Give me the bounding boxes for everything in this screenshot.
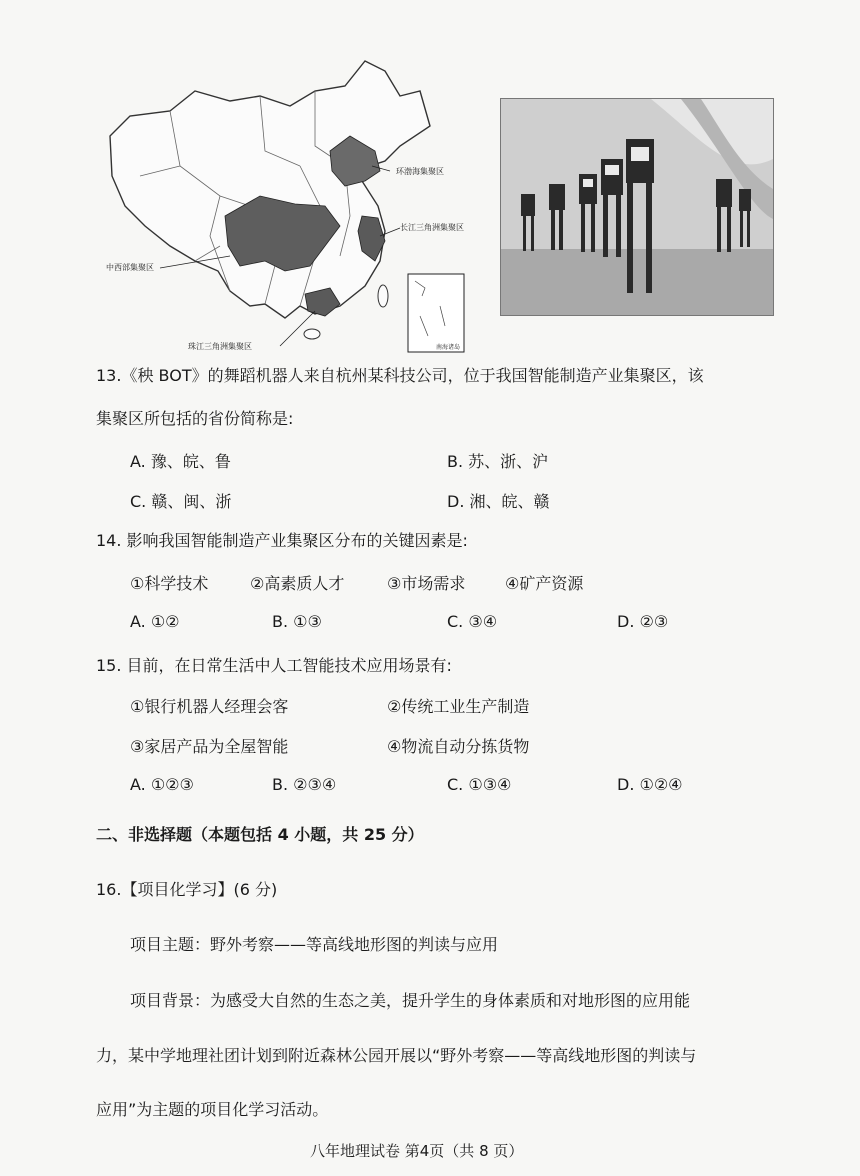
question-14-item-4: ④矿产资源	[505, 574, 584, 593]
question-14-stem: 14. 影响我国智能制造产业集聚区分布的关键因素是:	[96, 531, 468, 550]
question-13-option-b: B. 苏、浙、沪	[447, 452, 549, 471]
question-13-stem-line2: 集聚区所包括的省份简称是:	[96, 409, 294, 428]
question-14-item-1: ①科学技术	[130, 574, 209, 593]
project-background-line3: 应用”为主题的项目化学习活动。	[96, 1100, 329, 1119]
bohai-cluster-label: 环渤海集聚区	[396, 167, 444, 176]
question-14-item-3: ③市场需求	[387, 574, 466, 593]
question-13-option-d: D. 湘、皖、赣	[447, 492, 550, 511]
dancing-robots-illustration	[501, 99, 773, 315]
question-14-option-d: D. ②③	[617, 612, 669, 631]
question-15-option-a: A. ①②③	[130, 775, 194, 794]
question-13-option-a: A. 豫、皖、鲁	[130, 452, 231, 471]
south-sea-islands-label: 南海诸岛	[436, 344, 461, 351]
project-background-line1: 项目背景：为感受大自然的生态之美，提升学生的身体素质和对地形图的应用能	[130, 991, 691, 1010]
question-14-option-c: C. ③④	[447, 612, 498, 631]
question-15-item-4: ④物流自动分拣货物	[387, 737, 530, 756]
central-west-cluster-label: 中西部集聚区	[106, 263, 154, 272]
question-15-option-b: B. ②③④	[272, 775, 337, 794]
question-14-option-a: A. ①②	[130, 612, 180, 631]
question-14-item-2: ②高素质人才	[250, 574, 345, 593]
question-15-item-1: ①银行机器人经理会客	[130, 697, 289, 716]
pearl-cluster-label: 珠江三角洲集聚区	[188, 342, 252, 351]
question-14-option-b: B. ①③	[272, 612, 322, 631]
question-13-stem-line1: 13.《秧 BOT》的舞蹈机器人来自杭州某科技公司，位于我国智能制造产业集聚区，该	[96, 366, 704, 385]
china-map-figure	[100, 56, 470, 356]
question-15-option-d: D. ①②④	[617, 775, 683, 794]
question-15-stem: 15. 目前，在日常生活中人工智能技术应用场景有:	[96, 656, 452, 675]
question-13-option-c: C. 赣、闽、浙	[130, 492, 232, 511]
china-map-drawing	[100, 56, 470, 356]
project-theme: 项目主题：野外考察——等高线地形图的判读与应用	[130, 935, 499, 954]
question-15-item-3: ③家居产品为全屋智能	[130, 737, 289, 756]
project-background-line2: 力，某中学地理社团计划到附近森林公园开展以“野外考察——等高线地形图的判读与	[96, 1046, 697, 1065]
question-15-item-2: ②传统工业生产制造	[387, 697, 530, 716]
question-16-title: 16.【项目化学习】(6 分)	[96, 880, 278, 899]
page-footer: 八年地理试卷 第4页（共 8 页）	[310, 1142, 524, 1160]
section-2-heading: 二、非选择题（本题包括 4 小题，共 25 分）	[96, 825, 424, 844]
question-15-option-c: C. ①③④	[447, 775, 512, 794]
yangtze-cluster-label: 长江三角洲集聚区	[400, 223, 464, 232]
dancing-robots-photo	[500, 98, 774, 316]
